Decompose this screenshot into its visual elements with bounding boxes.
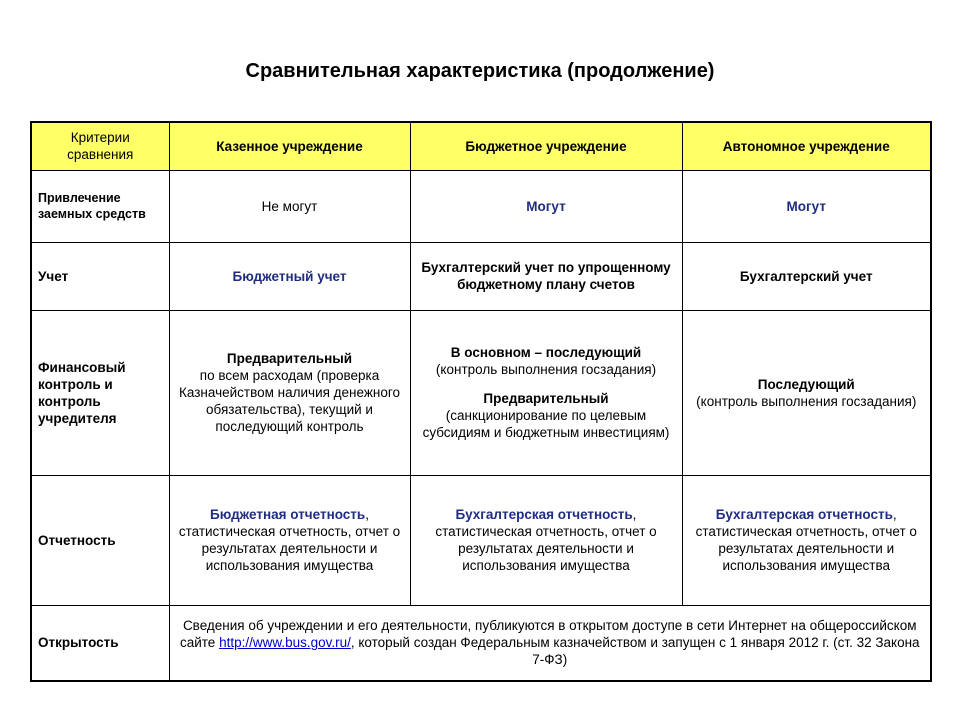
header-criteria-line1: Критерии (70, 130, 130, 146)
row-label-reporting: Отчетность (31, 475, 169, 605)
header-criteria-line2: сравнения (67, 147, 134, 163)
cell-control-state (169, 310, 410, 475)
reporting-state-title: Бюджетная отчетность (210, 507, 366, 522)
control-autonomous-text: (контроль выполнения госзадания) (696, 393, 917, 409)
cell-reporting-budget (410, 475, 682, 605)
control-budget-text-b: (санкционирование по целевым субсидиям и бюджетным инвестициям) (422, 408, 670, 440)
control-budget-text-a: (контроль выполнения госзадания) (435, 362, 657, 377)
cell-borrowing-autonomous: Могут (682, 170, 931, 242)
reporting-autonomous-title: Бухгалтерская отчетность (715, 507, 893, 522)
row-label-control: Финансовый контроль и контроль учредителя (31, 310, 169, 475)
cell-openness (169, 605, 931, 681)
header-state-institution: Казенное учреждение (169, 122, 410, 170)
row-label-borrowing: Привлечение заемных средств (31, 170, 169, 242)
reporting-state-comma: , (365, 507, 369, 522)
cell-control-autonomous (682, 310, 931, 475)
control-budget-title-a: В основном – последующий (450, 345, 642, 360)
comparison-table (30, 121, 932, 682)
header-budget-institution: Бюджетное учреждение (410, 122, 682, 170)
table-row-control (31, 310, 931, 475)
cell-accounting-autonomous: Бухгалтерский учет (682, 242, 931, 310)
openness-text-after: , который создан Федеральным казначейством и запущен с 1 января 2012 г. (ст. 32 Закона 7-ФЗ) (350, 635, 920, 668)
table-row-reporting (31, 475, 931, 605)
header-autonomous-institution: Автономное учреждение (682, 122, 931, 170)
page-title: Сравнительная характеристика (продолжение) (245, 60, 715, 82)
cell-borrowing-state: Не могут (169, 170, 410, 242)
cell-reporting-state (169, 475, 410, 605)
header-criteria (31, 122, 169, 170)
table-row-accounting (31, 242, 931, 310)
row-label-openness: Открытость (31, 605, 169, 681)
table-row-openness (31, 605, 931, 681)
cell-control-budget (410, 310, 682, 475)
cell-borrowing-budget: Могут (410, 170, 682, 242)
control-budget-title-b: Предварительный (483, 391, 609, 406)
reporting-budget-comma: , (632, 507, 637, 522)
control-state-text: по всем расходам (проверка Казначейством наличия денежного обязательства), текущий и последующий контроль (179, 368, 400, 434)
reporting-budget-title: Бухгалтерская отчетность (455, 507, 633, 522)
reporting-autonomous-text: статистическая отчетность, отчет о результатах деятельности и использования имущества (695, 524, 917, 573)
bus-gov-link[interactable]: http://www.bus.gov.ru/ (219, 635, 351, 651)
table-row-borrowing (31, 170, 931, 242)
cell-reporting-autonomous (682, 475, 931, 605)
control-state-title: Предварительный (226, 351, 353, 366)
cell-accounting-state: Бюджетный учет (169, 242, 410, 310)
reporting-budget-text: статистическая отчетность, отчет о результатах деятельности и использования имущества (435, 524, 657, 573)
control-autonomous-title: Последующий (757, 376, 855, 392)
reporting-state-text: статистическая отчетность, отчет о результатах деятельности и использования имущества (178, 524, 401, 573)
openness-text-before: Сведения об учреждении и его деятельности, публикуются в открытом доступе в сети Интернет на общероссийском сайте (179, 618, 917, 651)
cell-accounting-budget: Бухгалтерский учет по упрощенному бюджетному плану счетов (410, 242, 682, 310)
row-label-accounting: Учет (31, 242, 169, 310)
reporting-autonomous-comma: , (892, 507, 897, 522)
table-header-row (31, 122, 931, 170)
